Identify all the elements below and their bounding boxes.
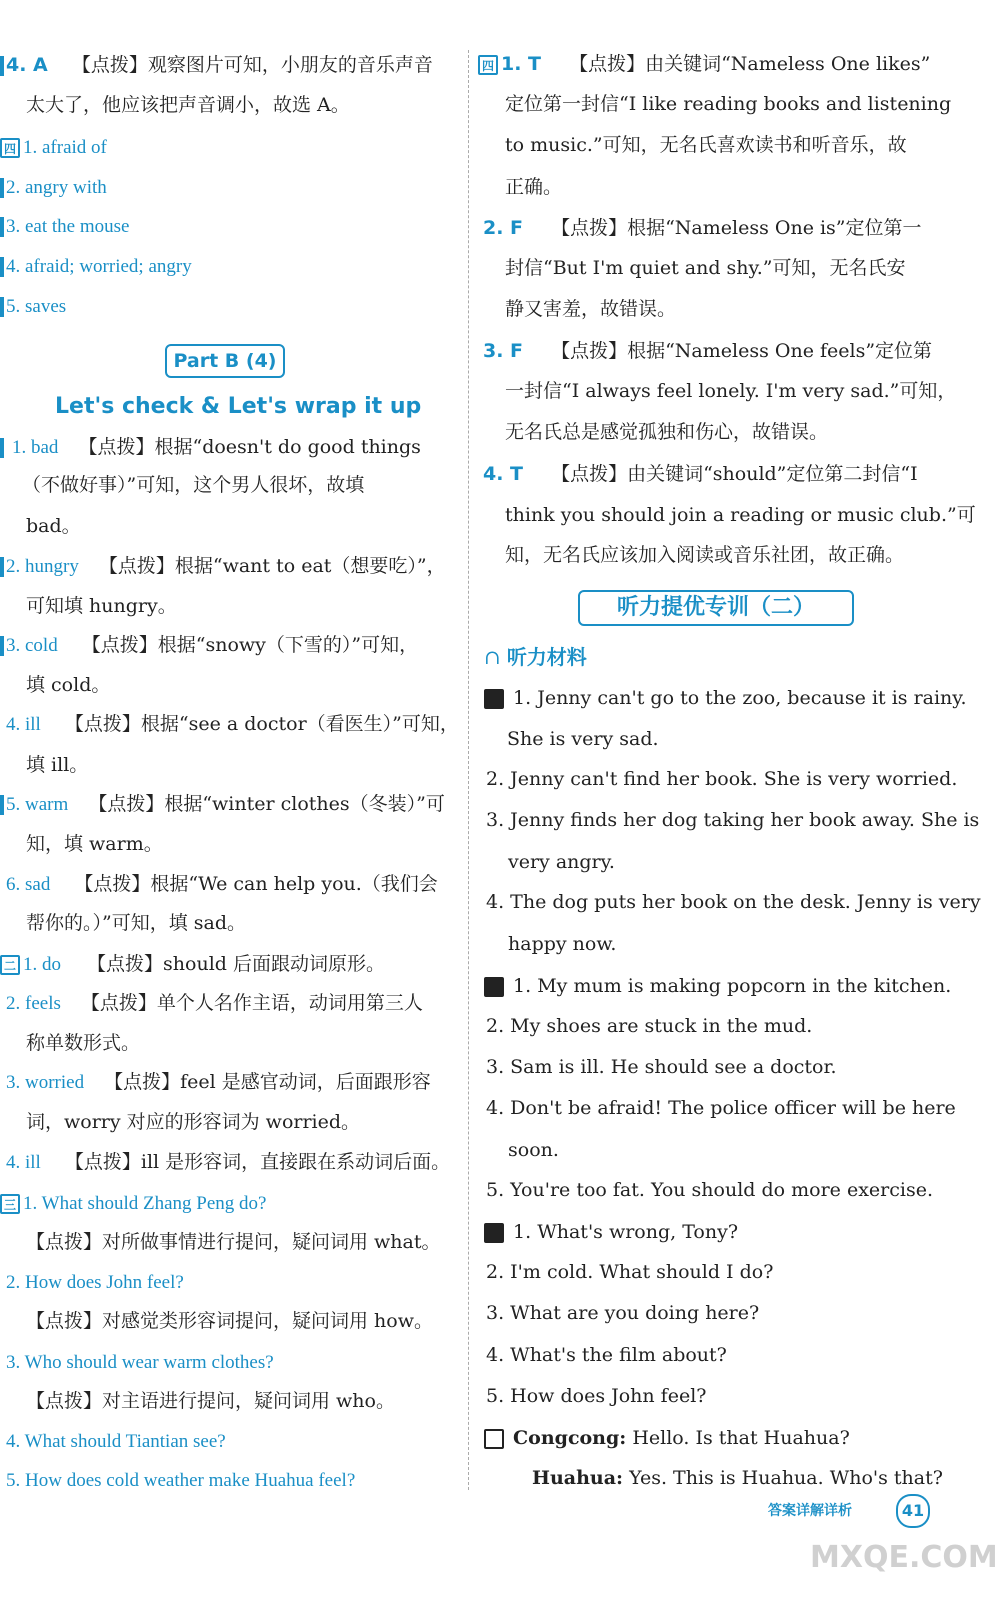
answer-line: 【点拨】对所做事情进行提问，疑问词用 what。 xyxy=(26,1231,441,1253)
answer-line: 1. bad 【点拨】根据“doesn't do good things xyxy=(0,435,421,460)
answer-line: 四 1. T 【点拨】由关键词“Nameless One likes” xyxy=(478,52,930,76)
answer-line: （不做好事）”可知，这个男人很坏，故填 xyxy=(22,474,365,496)
marker xyxy=(0,178,4,198)
transcript-line: 3. Jenny finds her dog taking her book away. She is xyxy=(486,809,980,831)
section-four-icon xyxy=(484,1429,504,1449)
answer-line: 静又害羞，故错误。 xyxy=(505,298,677,320)
transcript-line: 4. Don't be afraid! The police officer will be here xyxy=(486,1097,956,1119)
answer-line: 定位第一封信“I like reading books and listening xyxy=(505,93,952,115)
listening-section-title: 听力提优专训（二） xyxy=(578,590,854,626)
answer-line: 5. How does cold weather make Huahua feel? xyxy=(6,1470,356,1491)
transcript-line: 1. My mum is making popcorn in the kitchen. xyxy=(484,974,951,998)
answer-line: 填 cold。 xyxy=(26,674,111,696)
transcript-line: She is very sad. xyxy=(507,728,659,750)
answer-line: 2. feels 【点拨】单个人名作主语，动词用第三人 xyxy=(6,992,423,1014)
answer-line: 无名氏总是感觉孤独和伤心，故错误。 xyxy=(505,421,829,443)
answer-line: 正确。 xyxy=(505,176,563,198)
answer-line: 6. sad 【点拨】根据“We can help you.（我们会 xyxy=(6,873,438,895)
answer-line: to music.”可知，无名氏喜欢读书和听音乐，故 xyxy=(505,134,907,156)
section-three-icon: 三 xyxy=(0,1194,20,1214)
marker xyxy=(0,438,4,458)
section-two-icon xyxy=(484,977,504,997)
answer-line: 2. How does John feel? xyxy=(6,1272,184,1293)
answer-line: 【点拨】对感觉类形容词提问，疑问词用 how。 xyxy=(26,1310,433,1332)
column-divider xyxy=(468,50,469,1490)
material-heading: ∩ 听力材料 xyxy=(484,645,587,669)
transcript-line: 3. What are you doing here? xyxy=(486,1302,760,1324)
answer-line: 填 ill。 xyxy=(26,754,89,776)
footer-label: 答案详解详析 xyxy=(768,1503,852,1519)
marker xyxy=(0,217,4,237)
answer-line: 2. angry with xyxy=(0,175,107,200)
answer-line: 【点拨】对主语进行提问，疑问词用 who。 xyxy=(26,1390,395,1412)
page-number: 41 xyxy=(896,1494,930,1528)
transcript-line: happy now. xyxy=(508,933,617,955)
answer-line: 5. warm 【点拨】根据“winter clothes（冬装）”可 xyxy=(0,792,445,817)
answer-line: 3. eat the mouse xyxy=(0,214,129,239)
answer-line: 三 1. What should Zhang Peng do? xyxy=(0,1191,266,1216)
marker xyxy=(0,636,4,656)
answer-line: 4. ill 【点拨】ill 是形容词，直接跟在系动词后面。 xyxy=(6,1151,451,1173)
transcript-line: 2. I'm cold. What should I do? xyxy=(486,1261,774,1283)
transcript-line: very angry. xyxy=(508,851,615,873)
answer-line: 四 1. afraid of xyxy=(0,135,107,160)
answer-line: 3. F 【点拨】根据“Nameless One feels”定位第 xyxy=(483,340,933,362)
transcript-line: 3. Sam is ill. He should see a doctor. xyxy=(486,1056,837,1078)
answer-line: 2. hungry 【点拨】根据“want to eat（想要吃）”， xyxy=(0,554,446,579)
section-four-icon: 四 xyxy=(0,138,20,158)
answer-line: 封信“But I'm quiet and shy.”可知，无名氏安 xyxy=(505,257,906,279)
transcript-line: 1. What's wrong, Tony? xyxy=(484,1220,738,1244)
answer-line: bad。 xyxy=(26,515,81,537)
section-one-icon xyxy=(484,689,504,709)
transcript-line: 2. Jenny can't find her book. She is very worried. xyxy=(486,768,958,790)
section-four-icon: 四 xyxy=(478,55,498,75)
section-title: Let's check & Let's wrap it up xyxy=(55,394,422,419)
answer-line: think you should join a reading or music club.”可 xyxy=(505,504,976,526)
answer-line: 可知填 hungry。 xyxy=(26,595,177,617)
answer-line: 称单数形式。 xyxy=(26,1032,141,1054)
transcript-line: 5. How does John feel? xyxy=(486,1385,707,1407)
answer-line: 4. What should Tiantian see? xyxy=(6,1431,226,1452)
answer-line: 3. cold 【点拨】根据“snowy（下雪的）”可知， xyxy=(0,633,418,658)
answer-line: 知，无名氏应该加入阅读或音乐社团，故正确。 xyxy=(505,544,905,566)
transcript-line: soon. xyxy=(508,1139,559,1161)
answer-line: 5. saves xyxy=(0,294,66,319)
marker xyxy=(0,56,4,76)
transcript-line: Huahua: Yes. This is Huahua. Who's that? xyxy=(532,1467,943,1489)
answer-line: 二 1. do 【点拨】should 后面跟动词原形。 xyxy=(0,952,385,977)
answer-line: 4. T 【点拨】由关键词“should”定位第二封信“I xyxy=(483,463,918,485)
answer-line: 2. F 【点拨】根据“Nameless One is”定位第一 xyxy=(483,217,922,239)
transcript-line: 4. What's the film about? xyxy=(486,1344,727,1366)
transcript-line: 1. Jenny can't go to the zoo, because it is rainy. xyxy=(484,686,967,710)
answer-line: 一封信“I always feel lonely. I'm very sad.”可知， xyxy=(505,380,957,402)
marker xyxy=(0,557,4,577)
answer-line: 4. A 【点拨】观察图片可知，小朋友的音乐声音 xyxy=(0,53,433,77)
answer-line: 4. ill 【点拨】根据“see a doctor（看医生）”可知， xyxy=(6,713,459,735)
transcript-line: Congcong: Hello. Is that Huahua? xyxy=(484,1426,850,1450)
part-label: Part B (4) xyxy=(165,344,285,378)
answer-line: 帮你的。）”可知，填 sad。 xyxy=(26,912,246,934)
marker xyxy=(0,795,4,815)
headphones-icon: ∩ xyxy=(484,645,501,669)
answer-line: 太大了，他应该把声音调小，故选 A。 xyxy=(26,94,350,116)
marker xyxy=(0,297,4,317)
transcript-line: 2. My shoes are stuck in the mud. xyxy=(486,1015,813,1037)
answer-line: 3. Who should wear warm clothes? xyxy=(6,1352,274,1373)
answer-line: 3. worried 【点拨】feel 是感官动词，后面跟形容 xyxy=(6,1071,431,1093)
section-three-icon xyxy=(484,1223,504,1243)
answer-line: 知，填 warm。 xyxy=(26,833,163,855)
transcript-line: 5. You're too fat. You should do more exercise. xyxy=(486,1179,934,1201)
answer-line: 4. afraid; worried; angry xyxy=(0,254,192,279)
answer-line: 词，worry 对应的形容词为 worried。 xyxy=(26,1111,361,1133)
transcript-line: 4. The dog puts her book on the desk. Jenny is very xyxy=(486,891,981,913)
watermark: MXQE.COM xyxy=(810,1540,998,1575)
section-two-icon: 二 xyxy=(0,955,20,975)
marker xyxy=(0,257,4,277)
